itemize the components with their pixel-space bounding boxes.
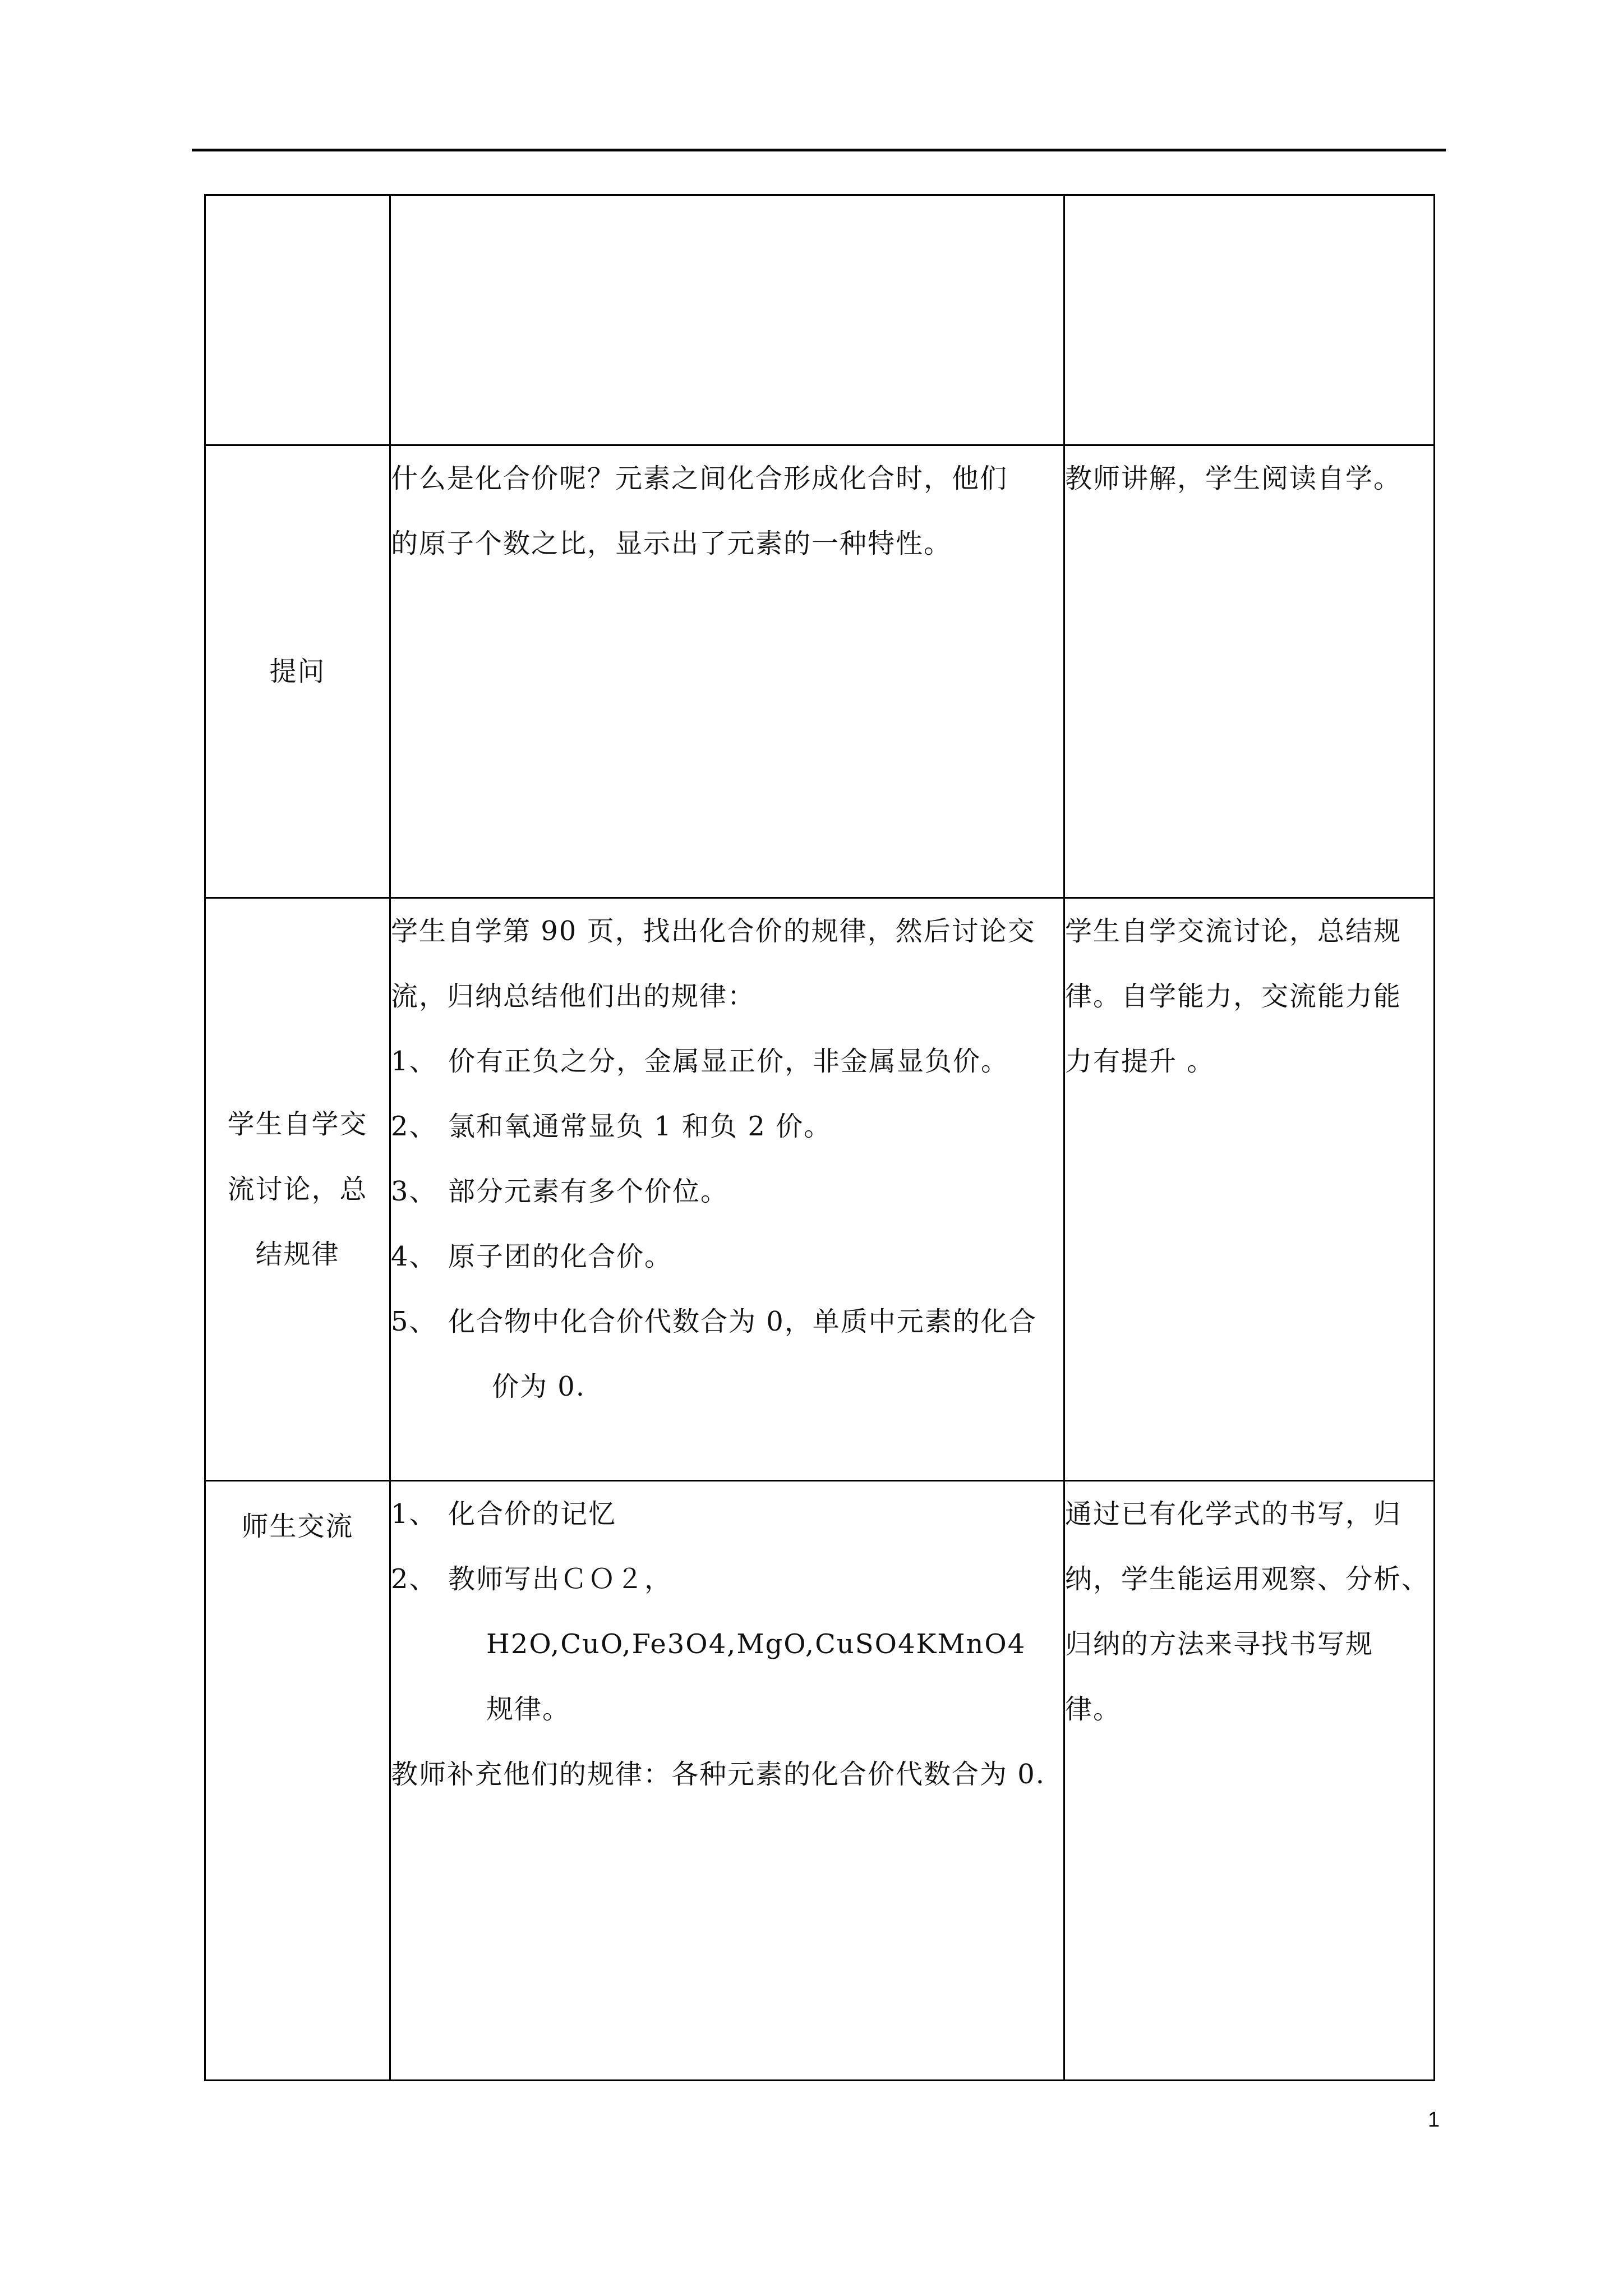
row-content-self-study [390,898,1064,1481]
table-row [205,898,1435,1481]
table-row [205,195,1435,445]
list-text: 教师写出ＣＯ２， [448,1563,673,1595]
row-content-questioning [390,445,1064,898]
content-line: 学生自学第 90 页，找出化合价的规律，然后讨论交 [391,915,1036,947]
row-label-text: 提问 [269,656,326,687]
list-number: 2、 [391,1563,437,1595]
list-text: 化合价的记忆 [448,1498,617,1530]
notes-line: 教师讲解，学生阅读自学。 [1065,463,1402,494]
row1-notes-cell [1064,195,1435,445]
content-line: 流，归纳总结他们出的规律： [391,981,756,1012]
list-text: 原子团的化合价。 [448,1241,673,1272]
header-rule [192,149,1446,151]
row-notes-questioning [1064,445,1435,898]
row1-content-cell [390,195,1064,445]
list-continuation: 价为 0. [492,1371,586,1402]
lesson-plan-table [204,194,1435,2081]
list-text: 部分元素有多个价位。 [448,1176,729,1207]
page-number: 1 [1428,2108,1440,2132]
row-notes-self-study [1064,898,1435,1481]
list-item [391,1289,1063,1354]
row-label-questioning [205,445,390,898]
list-number: 1、 [391,1498,437,1530]
content-line: 的原子个数之比，显示出了元素的一种特性。 [391,528,952,559]
list-item [391,1481,1063,1547]
row-label-text: 学生自学交 [227,1108,368,1140]
row-label-self-study [205,898,390,1481]
list-item [391,1547,1063,1612]
table-row [205,1481,1435,2081]
list-text: 化合物中化合价代数合为 0，单质中元素的化合 [448,1306,1037,1337]
list-number: 2、 [391,1111,437,1142]
table-row [205,445,1435,898]
row-label-text: 师生交流 [241,1511,354,1542]
row-content-teacher-student [390,1481,1064,2081]
list-number: 4、 [391,1241,437,1272]
list-number: 5、 [391,1306,437,1337]
notes-line: 通过已有化学式的书写，归 [1065,1498,1402,1530]
row-notes-teacher-student [1064,1481,1435,2081]
row1-label-cell [205,195,390,445]
content-line: 什么是化合价呢？元素之间化合形成化合时，他们 [391,463,1008,494]
formula-line: H2O,CuO,Fe3O4,MgO,CuSO4KMnO4 规律。 [486,1628,1026,1725]
notes-line: 律。自学能力，交流能力能 [1065,981,1402,1012]
notes-line: 律。 [1065,1694,1122,1725]
supplement-line: 教师补充他们的规律：各种元素的化合价代数合为 0. [391,1759,1046,1790]
notes-line: 力有提升 。 [1065,1046,1215,1077]
list-item [391,1159,1063,1224]
notes-line: 学生自学交流讨论，总结规 [1065,915,1402,947]
list-item [391,1029,1063,1094]
notes-line: 归纳的方法来寻找书写规 [1065,1628,1374,1660]
list-number: 3、 [391,1176,437,1207]
row-label-teacher-student [205,1481,390,2081]
list-number: 1、 [391,1046,437,1077]
list-text: 价有正负之分，金属显正价，非金属显负价。 [448,1046,1009,1077]
list-text: 氯和氧通常显负 1 和负 2 价。 [448,1111,832,1142]
row-label-text: 结规律 [255,1239,340,1270]
row-label-text: 流讨论，总 [227,1174,368,1205]
list-item [391,1094,1063,1159]
notes-line: 纳，学生能运用观察、分析、 [1065,1563,1430,1595]
list-item [391,1224,1063,1289]
